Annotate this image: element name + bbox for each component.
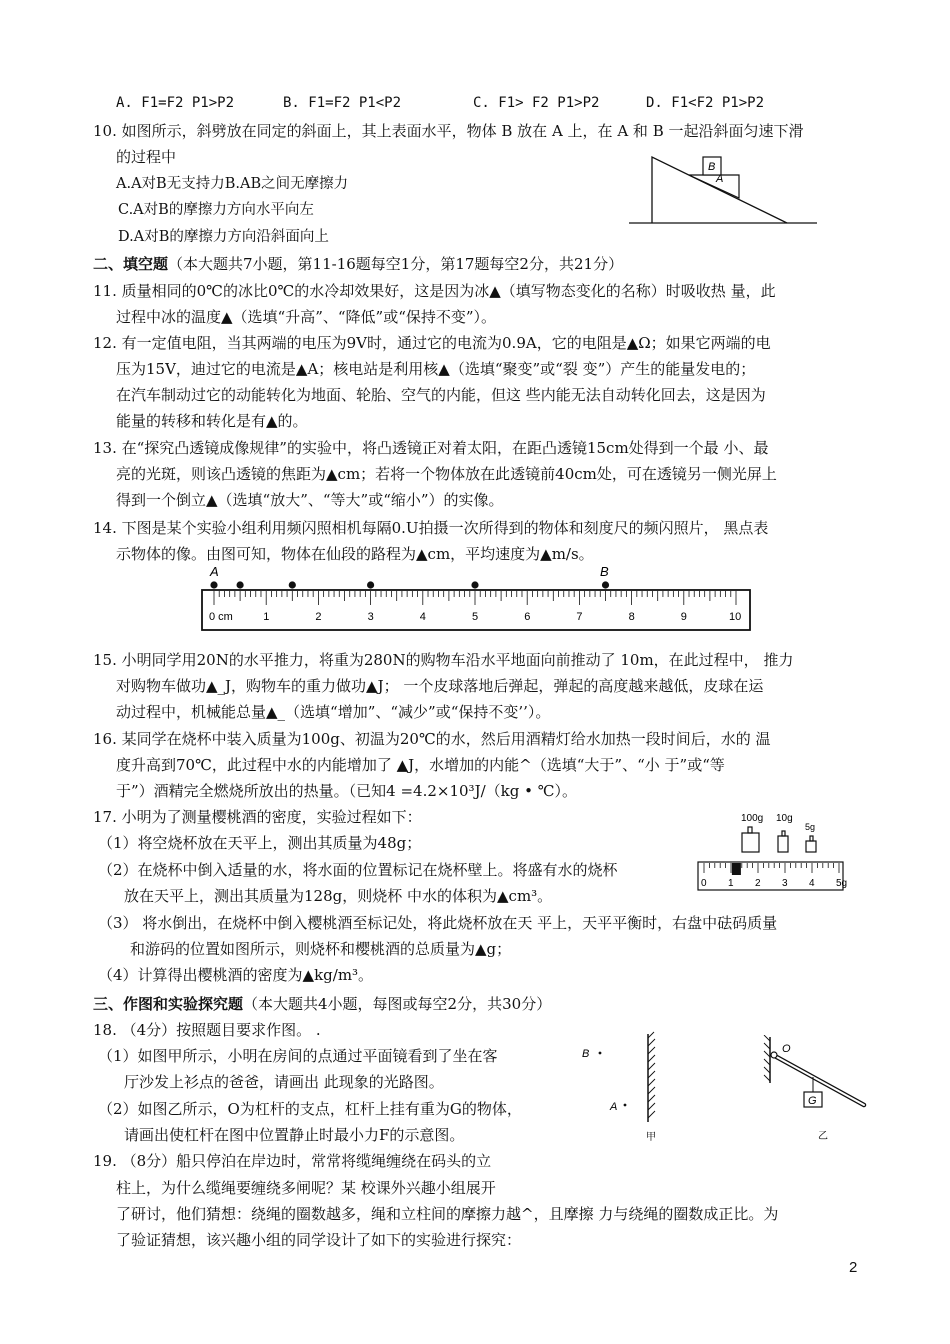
q16-line-2: 度升高到70℃，此过程中水的内能增加了 ▲J，水增加的内能^（选填“大于”、“小 于”或“等 [116, 756, 725, 774]
q9-option-d: D. F1<F2 P1>P2 [646, 95, 765, 111]
ruler-number: 3 [367, 611, 374, 623]
ruler-number: 4 [419, 611, 426, 623]
scale-number: 1 [728, 878, 734, 889]
section-2-heading [93, 253, 623, 275]
q18-part-2b: 请画出使杠杆在图中位置静止时最小力F的示意图。 [124, 1126, 465, 1144]
q11-line-2: 过程中冰的温度▲（选填“升高”、“降低”或“保持不变”）。 [116, 308, 497, 326]
q15-line-2: 对购物车做功▲_J，购物车的重力做功▲J； 一个皮球落地后弹起，弹起的高度越来越低，皮球在运 [116, 677, 764, 695]
q15-line-3: 动过程中，机械能总量▲_（选填“增加”、“减少”或“保持不变’’）。 [116, 703, 551, 721]
pivot-o-label: O [782, 1043, 791, 1055]
weight-100g-label: 100g [741, 813, 764, 824]
pivot [771, 1052, 777, 1058]
section-3-note: （本大题共4小题，每图或每空2分，共30分） [243, 995, 552, 1013]
q18-part-2a: （2）如图乙所示，O为杠杆的支点，杠杆上挂有重为G的物体， [98, 1100, 522, 1118]
q18-part-1b: 厅沙发上衫点的爸爸，请画出 此现象的光路图。 [124, 1073, 444, 1091]
q18-part-1a: （1）如图甲所示，小明在房间的点通过平面镜看到了坐在客 [98, 1047, 498, 1065]
wedge-a-label: A [716, 173, 724, 185]
object-position-dot [367, 581, 374, 588]
q18-stem: 18. （4分）按照题目要求作图。 . [93, 1021, 321, 1039]
q9-option-c: C. F1> F2 P1>P2 [473, 95, 600, 111]
section-3-title: 三、作图和实验探究题 [93, 995, 244, 1013]
q15-line-1: 15. 小明同学用20N的水平推力，将重为280N的购物车沿水平地面向前推动了 10m，在此过程中， 推力 [93, 651, 794, 669]
q16-line-1: 16. 某同学在烧杯中装入质量为100g、初温为20℃的水，然后用酒精灯给水加热一段时间后，水的 温 [93, 730, 771, 748]
scale-number: 5g [836, 878, 847, 889]
point-a-label: A [610, 1101, 618, 1113]
object-position-dot [471, 581, 478, 588]
q13-line-1: 13. 在“探究凸透镜成像规律”的实验中，将凸透镜正对着太阳，在距凸透镜15cm处得到一个最 小、最 [93, 439, 769, 457]
page-number: 2 [849, 1259, 858, 1276]
q12-line-2: 压为15V，迪过它的电流是▲A；核电站是利用核▲（选填“聚变”或“裂 变”）产生的能量发电的； [116, 360, 756, 378]
q9-option-a: A. F1=F2 P1>P2 [116, 95, 235, 111]
q17-step-2a: （2）在烧杯中倒入适量的水，将水面的位置标记在烧杯壁上。将盛有水的烧杯 [98, 861, 618, 879]
incline-figure [625, 148, 825, 228]
q10-option-d: D.A对B的摩擦力方向沿斜面向上 [118, 229, 329, 245]
weight-10g [778, 831, 788, 852]
point-b-label: B [582, 1048, 590, 1060]
ruler-number: 6 [524, 611, 531, 623]
q19-line-3: 了研讨，他们猜想：绕绳的圈数越多，绳和立柱间的摩擦力越^，且摩擦 力与绕绳的圈数成正比。为 [116, 1205, 779, 1223]
q10-stem-1: 10. 如图所示，斜劈放在同定的斜面上，其上表面水平，物体 B 放在 A 上，在 A 和 B 一起沿斜面匀速下滑 [93, 122, 804, 140]
weight-100g [742, 827, 759, 852]
ruler-point-b-label: B [600, 564, 609, 579]
ruler-number: 10 [729, 611, 742, 623]
scale-number: 4 [809, 878, 815, 889]
mirror-figure [580, 1030, 690, 1145]
ruler-number: 7 [576, 611, 583, 623]
ruler-number: 5 [472, 611, 479, 623]
object-position-dot [210, 581, 217, 588]
q10-option-ab: A.A对B无支持力B.AB之间无摩擦力 [116, 176, 349, 192]
balance-rider [732, 863, 741, 875]
q14-line-1: 14. 下图是某个实验小组利用频闪照相机每隔0.U拍摄一次所得到的物体和刻度尺的频闪照片， 黑点表 [93, 519, 769, 537]
ruler-number: 8 [628, 611, 635, 623]
q17-step-3a: （3） 将水倒出，在烧杯中倒入樱桃酒至标记处，将此烧杯放在天 平上，天平平衡时，右盘中砝码质量 [98, 914, 778, 932]
section-2-note: （本大题共7小题，第11-16题每空1分，第17题每空2分，共21分） [168, 255, 624, 273]
weights-figure [695, 810, 847, 894]
q16-line-3: 于”）酒精完全燃烧所放出的热量。（已知4 =4.2×10³J/（kg • ℃）。 [116, 782, 577, 800]
section-2-title: 二、填空题 [93, 255, 169, 273]
q12-line-4: 能量的转移和转化是有▲的。 [116, 412, 308, 430]
weight-10g-label: 10g [776, 813, 793, 824]
q19-line-2: 柱上，为什么缆绳要缠绕多闸呢？某 校课外兴趣小组展开 [116, 1179, 496, 1197]
figure-yi-caption: 乙 [818, 1131, 828, 1142]
q17-step-4: （4）计算得出樱桃酒的密度为▲kg/m³。 [98, 966, 374, 984]
q11-line-1: 11. 质量相同的0℃的冰比0℃的水冷却效果好，这是因为冰▲（填写物态变化的名称）时吸收热 量，此 [93, 282, 776, 300]
weight-5g [806, 836, 816, 852]
object-position-dot [602, 581, 609, 588]
q10-stem-2: 的过程中 [116, 148, 177, 166]
weight-g-label: G [808, 1095, 817, 1107]
weight-5g-label: 5g [805, 822, 816, 832]
object-position-dot [237, 581, 244, 588]
q10-option-c: C.A对B的摩擦力方向水平向左 [118, 202, 314, 218]
q9-option-b: B. F1=F2 P1<P2 [283, 95, 402, 111]
q12-line-3: 在汽车制动过它的动能转化为地面、轮胎、空气的内能，但这 些内能无法自动转化回去，这是因为 [116, 386, 766, 404]
q17-step-3b: 和游码的位置如图所示，则烧杯和樱桃酒的总质量为▲g； [130, 940, 512, 958]
ruler-number: 2 [315, 611, 322, 623]
q17-step-2b: 放在天平上，测出其质量为128g，则烧杯 中水的体积为▲cm³。 [124, 887, 553, 905]
lever-figure [760, 1035, 880, 1145]
q13-line-2: 亮的光斑，则该凸透镜的焦距为▲cm；若将一个物体放在此透镜前40cm处，可在透镜另一侧光屏上 [116, 465, 777, 483]
object-position-dot [289, 581, 296, 588]
q19-line-1: 19. （8分）船只停泊在岸边时，常常将缆绳缠绕在码头的立 [93, 1152, 492, 1170]
scale-number: 0 [701, 878, 707, 889]
section-3-heading [93, 993, 551, 1015]
q13-line-3: 得到一个倒立▲（选填“放大”、“等大”或“缩小”）的实像。 [116, 491, 504, 509]
ruler-point-a-label: A [210, 564, 219, 579]
scale-number: 2 [755, 878, 761, 889]
ruler-figure [196, 562, 756, 634]
ruler-unit-label: 0 cm [209, 611, 233, 623]
block-b-label: B [708, 161, 716, 173]
q12-line-1: 12. 有一定值电阻，当其两端的电压为9V时，通过它的电流为0.9A，它的电阻是▲Ω；如果它两端的电 [93, 334, 771, 352]
figure-jia-caption: 甲 [646, 1132, 656, 1143]
ruler-number: 1 [263, 611, 270, 623]
q19-line-4: 了验证猜想，该兴趣小组的同学设计了如下的实验进行探究： [116, 1231, 522, 1249]
scale-number: 3 [782, 878, 788, 889]
ruler-number: 9 [680, 611, 687, 623]
q17-stem: 17. 小明为了测量樱桃酒的密度，实验过程如下： [93, 808, 422, 826]
q17-step-1: （1）将空烧杯放在天平上，测出其质量为48g； [98, 834, 422, 852]
q14-line-2: 示物体的像。由图可知，物体在仙段的路程为▲cm，平均速度为▲m/s。 [116, 545, 594, 563]
